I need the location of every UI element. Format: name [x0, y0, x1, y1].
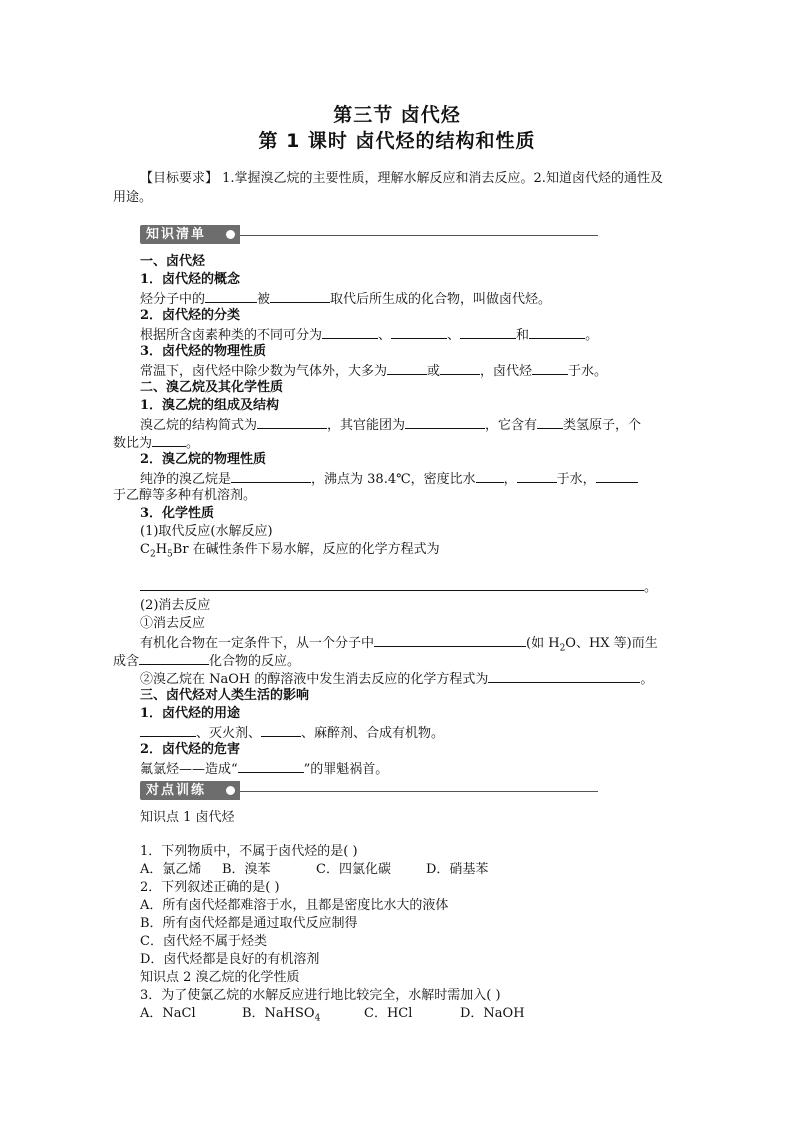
option-c[interactable]: C．HCl	[364, 1006, 413, 1021]
text-segment: ②溴乙烷在 NaOH 的醇溶液中发生消去反应的化学方程式为	[140, 672, 489, 687]
section-title: 第三节 卤代烃	[333, 104, 461, 126]
text-segment: 。	[640, 672, 654, 687]
option-d[interactable]: D．硝基苯	[426, 862, 489, 877]
subscript: 5	[167, 549, 173, 560]
text-segment: 根据所含卤素种类的不同可分为	[140, 328, 323, 343]
fill-blank	[488, 669, 640, 683]
fill-blank	[261, 723, 301, 737]
physical-props-sentence	[140, 361, 607, 381]
heading-haloalkane: 一、卤代烃	[140, 254, 206, 269]
text-segment: 、	[447, 328, 461, 343]
fill-blank	[140, 723, 196, 737]
text-segment: (如 H	[526, 636, 560, 651]
text-segment: 成含	[113, 654, 140, 669]
question-1: 1．下列物质中，不属于卤代烃的是( )	[140, 844, 358, 859]
heading-chemical-props: 3．化学性质	[140, 506, 215, 521]
fill-blank	[476, 469, 504, 483]
text-segment: 。	[186, 436, 200, 451]
hazards-sentence	[140, 759, 388, 779]
fill-blank	[405, 415, 485, 429]
option-d[interactable]: D．NaOH	[460, 1006, 525, 1021]
text-segment: 数比为	[113, 436, 153, 451]
fill-blank	[231, 469, 311, 483]
text-segment: ，沸点为 38.4℃，密度比水	[311, 472, 476, 487]
banner-label: 对点训练	[140, 781, 240, 800]
watermark	[605, 760, 614, 785]
hydrolysis-answer-line	[140, 577, 657, 597]
fill-blank	[596, 469, 638, 483]
fill-blank	[387, 361, 427, 375]
fill-blank	[322, 325, 378, 339]
heading-physical-props: 3．卤代烃的物理性质	[140, 344, 267, 359]
text-segment: 或	[427, 364, 441, 379]
fill-blank	[139, 651, 209, 665]
fill-blank	[517, 469, 557, 483]
elimination-equation-sentence	[140, 669, 653, 689]
text-segment: 。	[644, 580, 658, 595]
lesson-title: 第 1 课时 卤代烃的结构和性质	[258, 130, 536, 152]
banner-dot-icon	[226, 230, 235, 239]
text-segment: 。	[585, 328, 599, 343]
heading-concept: 1．卤代烃的概念	[140, 272, 241, 287]
heading-bromoethane: 二、溴乙烷及其化学性质	[140, 380, 284, 395]
text-segment: 纯净的溴乙烷是	[140, 472, 232, 487]
fill-blank	[532, 361, 568, 375]
text-segment: O、HX 等)而生	[565, 636, 658, 651]
text-segment: 溴乙烷的结构简式为	[140, 418, 258, 433]
heading-elimination: (2)消去反应	[140, 598, 211, 613]
text-segment: 取代后所生成的化合物，叫做卤代烃。	[330, 292, 552, 307]
bromoethane-physical-sentence	[140, 469, 638, 489]
bromoethane-physical-cont: 于乙醇等多种有机溶剂。	[113, 488, 257, 503]
question-3: 3．为了使氯乙烷的水解反应进行地比较完全，水解时需加入( )	[140, 988, 501, 1003]
text-segment: Br 在碱性条件下易水解，反应的化学方程式为	[172, 542, 440, 557]
fill-blank	[152, 433, 186, 447]
subscript: 2	[149, 549, 156, 560]
fill-blank	[460, 325, 516, 339]
subscript: 4	[314, 1013, 321, 1024]
text-segment: 被	[257, 292, 271, 307]
fill-blank	[529, 325, 585, 339]
option-b[interactable]: B．溴苯	[222, 862, 271, 877]
heading-classification: 2．卤代烃的分类	[140, 308, 241, 323]
fill-blank	[440, 361, 480, 375]
option-b[interactable]	[242, 1005, 364, 1028]
text-segment: 于水。	[568, 364, 608, 379]
hydrolysis-sentence	[140, 541, 440, 564]
option-a[interactable]: A．NaCl	[140, 1006, 196, 1021]
question-2-option-a[interactable]: A．所有卤代烃都难溶于水，且都是密度比水大的液体	[140, 898, 449, 913]
fill-blank	[374, 633, 526, 647]
heading-composition: 1．溴乙烷的组成及结构	[140, 398, 280, 413]
text-segment: 氟氯烃——造成“	[140, 762, 238, 777]
text-segment: ，卤代烃	[480, 364, 533, 379]
fill-blank	[537, 415, 563, 429]
fill-blank	[270, 289, 330, 303]
knowledge-point-1: 知识点 1 卤代烃	[140, 810, 235, 825]
fill-blank	[238, 759, 304, 773]
text-segment: 、灭火剂、	[196, 726, 262, 741]
question-2-option-b[interactable]: B．所有卤代烃都是通过取代反应制得	[140, 916, 358, 931]
banner-rule	[240, 235, 598, 236]
text-segment: ，	[503, 472, 517, 487]
heading-substitution: (1)取代反应(水解反应)	[140, 524, 273, 539]
text-segment: ，它含有	[485, 418, 538, 433]
subscript: 2	[559, 643, 566, 654]
heading-impact: 三、卤代烃对人类生活的影响	[140, 688, 310, 703]
heading-uses: 1．卤代烃的用途	[140, 706, 241, 721]
concept-sentence	[140, 289, 551, 309]
fill-blank	[140, 577, 644, 591]
text-segment: 有机化合物在一定条件下，从一个分子中	[140, 636, 375, 651]
question-2-option-c[interactable]: C．卤代烃不属于烃类	[140, 934, 267, 949]
fill-blank	[257, 415, 327, 429]
question-2-option-d[interactable]: D．卤代烃都是良好的有机溶剂	[140, 952, 320, 967]
option-b-text: B．NaHSO	[242, 1006, 315, 1021]
text-segment: 类氢原子，个	[563, 418, 642, 433]
question-1-options	[140, 861, 488, 879]
text-segment: 、麻醉剂、合成有机物。	[301, 726, 445, 741]
composition-sentence	[140, 415, 641, 435]
text-segment: ，其官能团为	[327, 418, 406, 433]
heading-bromoethane-physical: 2．溴乙烷的物理性质	[140, 452, 267, 467]
banner-rule	[240, 791, 598, 792]
knowledge-point-2: 知识点 2 溴乙烷的化学性质	[140, 970, 300, 985]
fill-blank	[205, 289, 257, 303]
text-segment: 化合物的反应。	[209, 654, 301, 669]
classification-sentence	[140, 325, 598, 345]
heading-hazards: 2．卤代烃的危害	[140, 742, 241, 757]
composition-sentence-cont	[113, 433, 199, 453]
text-segment: 常温下，卤代烃中除少数为气体外，大多为	[140, 364, 388, 379]
text-segment: 烃分子中的	[140, 292, 206, 307]
option-c[interactable]: C．四氯化碳	[316, 862, 391, 877]
banner-dot-icon	[226, 786, 235, 795]
text-segment: H	[155, 542, 168, 557]
uses-sentence	[140, 723, 444, 743]
text-segment: ”的罪魁祸首。	[303, 762, 389, 777]
text-segment: 和	[516, 328, 530, 343]
goals-line-1: 【目标要求】 1.掌握溴乙烷的主要性质，理解水解反应和消去反应。2.知道卤代烃的通性及	[140, 171, 663, 186]
question-2: 2．下列叙述正确的是( )	[140, 880, 280, 895]
question-3-options	[140, 1005, 525, 1028]
fill-blank	[391, 325, 447, 339]
heading-elimination-def: ①消去反应	[140, 616, 206, 631]
banner-label: 知识清单	[140, 225, 240, 244]
text-segment: C	[140, 542, 150, 557]
option-a[interactable]: A．氯乙烯	[140, 862, 202, 877]
text-segment: 于水，	[556, 472, 596, 487]
goals-line-2: 用途。	[113, 190, 153, 205]
elimination-def-cont	[113, 651, 300, 671]
text-segment: 、	[378, 328, 392, 343]
